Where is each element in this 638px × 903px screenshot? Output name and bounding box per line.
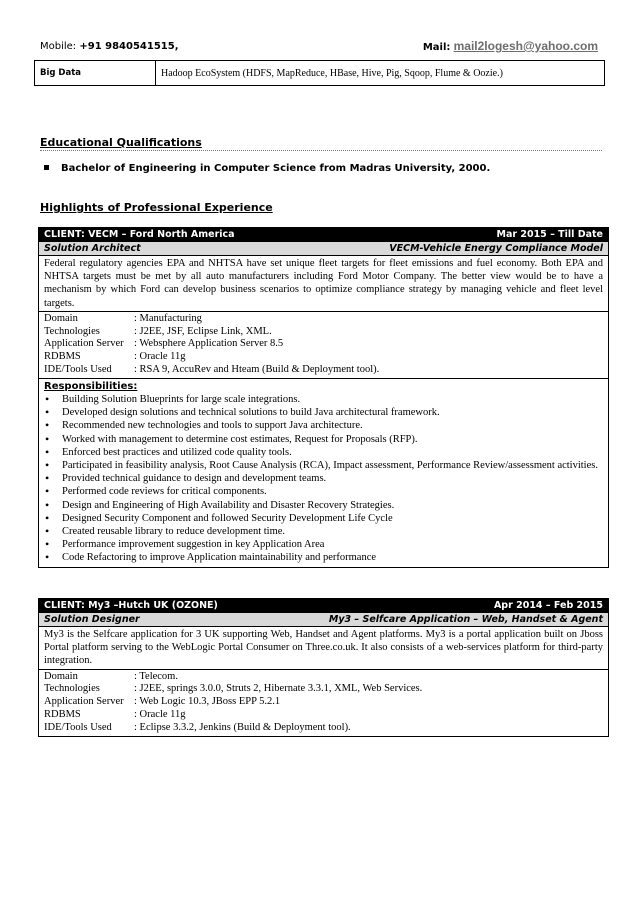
role-title: Solution Designer	[44, 614, 140, 625]
mobile-number: +91 9840541515,	[79, 41, 179, 52]
list-item: • Enforced best practices and utilized code quality tools.	[44, 446, 603, 459]
project-environment	[39, 670, 608, 736]
env-row	[44, 696, 603, 709]
list-item: • Developed design solutions and technical solutions to build Java architectural framework.	[44, 406, 603, 419]
skills-table	[34, 60, 605, 86]
email-link[interactable]: mail2logesh@yahoo.com	[453, 39, 598, 53]
env-value: : Websphere Application Server 8.5	[134, 338, 284, 350]
skill-key: Big Data	[35, 61, 156, 86]
mail-contact	[423, 39, 598, 53]
env-label: IDE/Tools Used	[44, 364, 112, 375]
env-label: Technologies	[44, 325, 100, 337]
project-client-bar	[39, 599, 608, 612]
section-divider	[40, 150, 602, 151]
env-row	[44, 313, 603, 326]
list-item: • Building Solution Blueprints for large scale integrations.	[44, 393, 603, 406]
env-label: RDBMS	[44, 709, 81, 720]
project-name: VECM-Vehicle Energy Compliance Model	[389, 243, 603, 254]
env-label: Domain	[44, 312, 78, 324]
project-name: My3 – Selfcare Application – Web, Handset & Agent	[328, 614, 603, 625]
env-row	[44, 671, 603, 684]
list-item: • Participated in feasibility analysis, Root Cause Analysis (RCA), Impact assessment, Performance Review/assessment activities.	[44, 459, 603, 472]
list-item: • Recommended new technologies and tools to support Java architecture.	[44, 419, 603, 432]
client-name: CLIENT: VECM – Ford North America	[44, 229, 235, 240]
env-row	[44, 364, 603, 377]
project-card	[38, 227, 609, 568]
project-role-bar	[39, 241, 608, 256]
list-item: • Performance improvement suggestion in key Application Area	[44, 538, 603, 551]
role-title: Solution Architect	[44, 243, 141, 254]
client-name: CLIENT: My3 –Hutch UK (OZONE)	[44, 600, 218, 611]
env-value: : J2EE, springs 3.0.0, Struts 2, Hibernate 3.3.1, XML, Web Services.	[134, 683, 423, 695]
mail-label: Mail:	[422, 42, 451, 53]
env-row	[44, 683, 603, 696]
env-label: IDE/Tools Used	[44, 721, 112, 733]
responsibilities-heading: Responsibilities:	[44, 380, 138, 392]
project-environment	[39, 312, 608, 378]
project-description: Federal regulatory agencies EPA and NHTSA have set unique fleet targets for fleet emissions and fuel economy. Both EPA and NHTSA targets must be met by all auto manufacturers including Ford Motor Company. The better view would be to have a mechanism by which Ford can develop business scenarios to optimize compliance strategy by managing vehicle and fleet level targets.	[39, 256, 608, 312]
list-item: • Designed Security Component and followed Security Development Life Cycle	[44, 512, 603, 525]
env-row	[44, 709, 603, 722]
list-item: • Provided technical guidance to design and development teams.	[44, 472, 603, 485]
list-item: • Performed code reviews for critical components.	[44, 485, 603, 498]
mobile-label: Mobile:	[40, 41, 77, 52]
responsibilities-section	[39, 378, 608, 567]
env-label: Application Server	[44, 696, 124, 708]
env-label: Technologies	[44, 683, 100, 695]
education-item	[44, 163, 490, 174]
env-label: Domain	[44, 670, 78, 682]
env-value: : Manufacturing	[134, 312, 202, 324]
experience-title: Highlights of Professional Experience	[40, 201, 273, 214]
env-value: : Eclipse 3.3.2, Jenkins (Build & Deployment tool).	[134, 721, 351, 733]
education-text: Bachelor of Engineering in Computer Science from Madras University, 2000.	[61, 163, 491, 174]
project-description: My3 is the Selfcare application for 3 UK supporting Web, Handset and Agent platforms. My3 is a portal application built on Jboss Portal platform serving to the WebLogic Portal Consumer on Three.co.uk. It also consists of a web-services platform for third-party integration.	[39, 627, 608, 670]
project-period: Apr 2014 – Feb 2015	[493, 600, 603, 611]
contact-header	[40, 41, 598, 57]
env-value: : Web Logic 10.3, JBoss EPP 5.2.1	[134, 696, 281, 708]
skill-value: Hadoop EcoSystem (HDFS, MapReduce, HBase, Hive, Pig, Sqoop, Flume & Oozie.)	[156, 61, 605, 86]
responsibilities-list	[44, 393, 603, 565]
env-value: : Oracle 11g	[134, 709, 186, 720]
env-value: : Oracle 11g	[134, 351, 186, 363]
list-item: • Worked with management to determine cost estimates, Request for Proposals (RFP).	[44, 433, 603, 446]
env-label: Application Server	[44, 338, 124, 350]
project-card	[38, 598, 609, 737]
env-row	[44, 338, 603, 351]
env-row	[44, 722, 603, 735]
table-row	[35, 61, 605, 86]
env-value: : J2EE, JSF, Eclipse Link, XML.	[134, 325, 272, 337]
env-value: : RSA 9, AccuRev and Hteam (Build & Deployment tool).	[134, 364, 380, 375]
env-row	[44, 351, 603, 364]
project-client-bar	[39, 228, 608, 241]
env-row	[44, 326, 603, 339]
square-bullet-icon	[44, 165, 49, 170]
env-label: RDBMS	[44, 351, 81, 363]
project-role-bar	[39, 612, 608, 627]
project-period: Mar 2015 – Till Date	[496, 229, 603, 240]
mobile-contact	[40, 41, 179, 52]
list-item: • Code Refactoring to improve Application maintainability and performance	[44, 551, 603, 564]
list-item: • Design and Engineering of High Availability and Disaster Recovery Strategies.	[44, 499, 603, 512]
env-value: : Telecom.	[134, 670, 178, 682]
education-title: Educational Qualifications	[40, 136, 202, 149]
list-item: • Created reusable library to reduce development time.	[44, 525, 603, 538]
